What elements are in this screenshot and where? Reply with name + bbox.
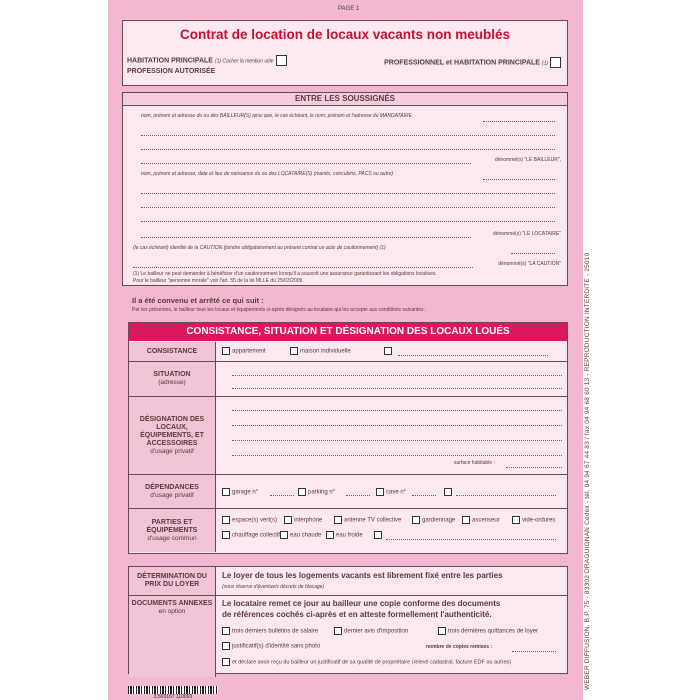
checkbox[interactable]	[222, 531, 230, 539]
checkbox[interactable]	[412, 516, 420, 524]
checkbox[interactable]	[290, 347, 298, 355]
consistance-banner: CONSISTANCE, SITUATION ET DÉSIGNATION DES LOCAUX LOUÉS	[129, 323, 567, 341]
designation-line-4[interactable]	[232, 455, 562, 456]
option-label: garage n°	[232, 489, 259, 496]
loyer-text: Le loyer de tous les logements vacants est librement fixé entre les parties	[222, 571, 503, 580]
option-label: maison individuelle	[300, 348, 351, 355]
situation-body	[216, 362, 567, 397]
bailleur-line-2[interactable]	[141, 135, 555, 136]
parties-other-line[interactable]	[386, 539, 556, 540]
checkbox[interactable]	[444, 488, 452, 496]
pro-note: (1)	[541, 60, 549, 67]
checkbox[interactable]	[284, 516, 292, 524]
option-label: parking n°	[308, 489, 336, 496]
locataire-line-4[interactable]	[141, 221, 555, 222]
designation-label	[129, 397, 216, 475]
option-vide-ordures[interactable]	[512, 516, 555, 524]
checkbox[interactable]	[326, 531, 334, 539]
option-parties-other[interactable]	[374, 531, 384, 539]
option-label: trois derniers bulletins de salaire	[232, 628, 319, 635]
situation-label-text: SITUATION	[153, 371, 191, 378]
annexes-sub: en option	[158, 608, 186, 615]
checkbox[interactable]	[384, 347, 392, 355]
option-ascenseur[interactable]	[462, 516, 500, 524]
option-eau-chaude[interactable]	[280, 531, 321, 539]
checkbox[interactable]	[222, 516, 230, 524]
designation-label-text: DÉSIGNATION DES LOCAUX, ÉQUIPEMENTS, ET ACCESSOIRES	[139, 415, 205, 447]
habitation-label: HABITATION PRINCIPALE	[127, 57, 213, 65]
situation-line-2[interactable]	[232, 388, 562, 389]
checkbox[interactable]	[438, 627, 446, 635]
checkbox[interactable]	[462, 516, 470, 524]
bailleur-line-3[interactable]	[141, 149, 555, 150]
barcode	[128, 686, 218, 700]
surface-line[interactable]	[506, 467, 562, 468]
consistance-body	[216, 342, 567, 362]
footnote-2: Pour le bailleur "personne morale" voir l'art. 55 de la loi MLLE du 25/03/2009.	[133, 278, 304, 284]
option-label: vide-ordures	[522, 517, 556, 524]
option-interphone[interactable]	[284, 516, 322, 524]
checkbox[interactable]	[222, 658, 230, 666]
option-label: eau froide	[336, 532, 363, 539]
option-antenne[interactable]	[334, 516, 401, 524]
option-label: gardiennage	[422, 517, 456, 524]
option-espaces-verts[interactable]	[222, 516, 277, 524]
checkbox[interactable]	[374, 531, 382, 539]
checkbox[interactable]	[280, 531, 288, 539]
bailleur-prompt: nom, prénom et adresse du ou des BAILLEUR(S) ainsi que, le cas échéant, le nom, prénom et l'adresse du MANDATAIRE	[141, 113, 412, 119]
copies-label: nombre de copies remises :	[426, 644, 493, 650]
loyer-annexes-panel	[128, 566, 568, 674]
parties-communes-body	[216, 509, 567, 552]
locataire-prompt: nom, prénom et adresse, date et lieu de naissance du ou des LOCATAIRE(S) (mariés, concubins, PACS ou autre)	[141, 171, 394, 177]
option-justificatif[interactable]	[222, 642, 320, 650]
annexes-label	[129, 596, 216, 677]
parties-panel	[122, 92, 568, 286]
caution-line-1[interactable]	[511, 253, 555, 254]
option-label: antenne TV collective	[344, 517, 402, 524]
option-other[interactable]	[384, 347, 394, 355]
publisher-side-label: WEBER DIFFUSION, B.P. 75 - 83302 DRAGUIGNAN Cedex - tél. 04 94 67 44 83 / fax 04 94 68 60 13 - REPRODUCTION INTERDITE - 25010	[584, 252, 591, 690]
option-label: dernier avis d'imposition	[344, 628, 409, 635]
consistance-panel	[128, 322, 568, 554]
dependances-label-text: DÉPENDANCES	[145, 483, 199, 491]
designation-line-1[interactable]	[232, 410, 562, 411]
caution-denom: dénommé(s) "LA CAUTION"	[498, 261, 561, 267]
option-garage[interactable]	[222, 488, 258, 496]
locataire-denom: dénommé(s) "LE LOCATAIRE"	[492, 231, 561, 237]
option-maison[interactable]	[290, 347, 351, 355]
option-eau-froide[interactable]	[326, 531, 363, 539]
option-dependance-other[interactable]	[444, 488, 454, 496]
option-label: justificatif(s) d'identité sans photo	[232, 643, 321, 650]
cave-line[interactable]	[412, 495, 436, 496]
locataire-line-5[interactable]	[141, 237, 471, 238]
option-label: espace(s) vert(s)	[232, 517, 278, 524]
bailleur-line-1[interactable]	[483, 121, 555, 122]
profession-label: PROFESSION AUTORISÉE	[127, 68, 216, 75]
footnote-1: (1) Le bailleur ne peut demander à bénéficier d'un cautionnement lorsqu'il a souscrit une assurance garantissant les obligations locatives.	[133, 271, 437, 277]
annexes-text-1: Le locataire remet ce jour au bailleur une copie conforme des documents	[222, 599, 501, 608]
publisher-side-text	[584, 170, 596, 690]
annexes-text-2: de références cochés ci-après et en atteste formellement l'authenticité.	[222, 610, 492, 619]
checkbox[interactable]	[334, 627, 342, 635]
habitation-row	[127, 55, 287, 66]
option-chauffage[interactable]	[222, 531, 280, 539]
consistance-label-text: CONSISTANCE	[146, 347, 198, 355]
option-parking[interactable]	[298, 488, 335, 496]
copies-line[interactable]	[512, 651, 556, 652]
form-sheet	[108, 0, 583, 700]
designation-line-2[interactable]	[232, 425, 562, 426]
parking-line[interactable]	[346, 495, 370, 496]
dependances-body	[216, 475, 567, 509]
bailleur-denom: dénommé(s) "LE BAILLEUR",	[494, 157, 561, 163]
contract-title: Contrat de location de locaux vacants non meublés	[179, 27, 511, 42]
option-label: trois dernières quittances de loyer	[448, 628, 539, 635]
dependance-other-line[interactable]	[456, 495, 556, 496]
option-gardiennage[interactable]	[412, 516, 455, 524]
situation-line-1[interactable]	[232, 375, 562, 376]
barcode-bars	[128, 686, 218, 694]
option-label: ascenseur	[472, 517, 500, 524]
pro-label: PROFESSIONNEL et HABITATION PRINCIPALE	[384, 59, 540, 67]
consistance-label	[129, 342, 216, 362]
checkbox[interactable]	[376, 488, 384, 496]
habitation-note: (1) Cocher la mention utile	[214, 58, 274, 65]
garage-line[interactable]	[270, 495, 294, 496]
pro-row	[384, 57, 561, 68]
option-appartement[interactable]	[222, 347, 266, 355]
option-quittances[interactable]	[438, 627, 538, 635]
parties-communes-sub: d'usage commun	[147, 534, 197, 542]
checkbox[interactable]	[222, 347, 230, 355]
annexes-body	[216, 596, 567, 673]
situation-sub: (adresse)	[158, 379, 186, 386]
checkbox[interactable]	[298, 488, 306, 496]
parties-communes-label	[129, 509, 216, 552]
bailleur-line-4[interactable]	[141, 163, 471, 164]
checkbox[interactable]	[512, 516, 520, 524]
caution-prompt: (le cas échéant) identité de la CAUTION (joindre obligatoirement au présent contrat un acte de cautionnement) (1)	[133, 245, 386, 251]
surface-label: surface habitable :	[454, 460, 495, 466]
dependances-sub: d'usage privatif	[150, 491, 194, 499]
checkbox[interactable]	[334, 516, 342, 524]
parties-communes-label-text: PARTIES ET ÉQUIPEMENTS	[146, 518, 198, 534]
checkbox[interactable]	[222, 642, 230, 650]
parties-heading: ENTRE LES SOUSSIGNÉS	[123, 93, 567, 106]
option-label: appartement	[232, 348, 266, 355]
designation-sub: d'usage privatif	[150, 447, 194, 455]
option-label: chauffage collectif	[232, 532, 280, 539]
locataire-line-2[interactable]	[141, 193, 555, 194]
caution-line-2[interactable]	[133, 267, 473, 268]
option-bulletins[interactable]	[222, 627, 318, 635]
dependances-label	[129, 475, 216, 509]
option-label: cave n°	[386, 489, 407, 496]
pro-checkbox[interactable]	[550, 57, 561, 68]
designation-body	[216, 397, 567, 475]
agreement-text: Par les présentes, le bailleur loue les locaux et équipements ci-après désignés au locataire qui les accepte aux conditions suivantes :	[132, 307, 427, 313]
loyer-label-text: DÉTERMINATION DU PRIX DU LOYER	[137, 573, 207, 588]
consistance-other-line[interactable]	[398, 355, 548, 356]
option-justificatif-proprietaire[interactable]	[222, 658, 511, 666]
header-panel	[122, 20, 568, 86]
loyer-note: (sous réserve d'éventuels décrets de blocage)	[222, 584, 325, 590]
loyer-body	[216, 567, 567, 596]
option-label: interphone	[294, 517, 323, 524]
situation-label	[129, 362, 216, 397]
habitation-checkbox[interactable]	[276, 55, 287, 66]
option-label: et déclare avoir reçu du bailleur un justificatif de sa qualité de propriétaire (relevé cadastral, facture EDF ou autres)	[232, 659, 512, 666]
loyer-label	[129, 567, 216, 596]
option-cave[interactable]	[376, 488, 406, 496]
option-label: eau chaude	[290, 532, 322, 539]
barcode-number: 3 503167 110003	[153, 694, 193, 700]
agreement-heading: Il a été convenu et arrêté ce qui suit :	[132, 296, 264, 305]
checkbox[interactable]	[222, 488, 230, 496]
locataire-line-1[interactable]	[483, 179, 555, 180]
designation-line-3[interactable]	[232, 440, 562, 441]
checkbox[interactable]	[222, 627, 230, 635]
locataire-line-3[interactable]	[141, 207, 555, 208]
option-avis-imposition[interactable]	[334, 627, 408, 635]
page-label: PAGE 1	[338, 6, 360, 12]
annexes-label-text: DOCUMENTS ANNEXES	[131, 600, 213, 607]
